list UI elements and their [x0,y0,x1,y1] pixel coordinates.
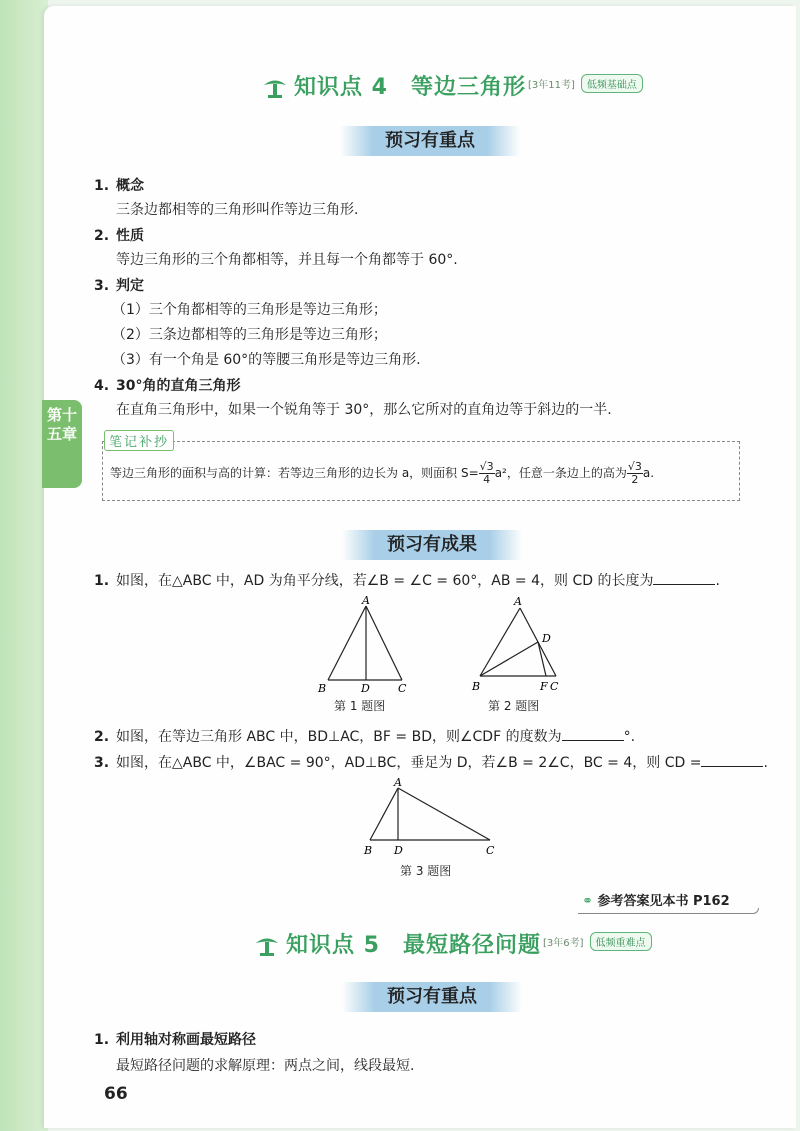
concept-3-line-1: （1）三个角都相等的三角形是等边三角形； [112,302,387,318]
kp5-heading [254,928,652,962]
concept-4-heading: 4. 30°角的直角三角形 [94,378,241,394]
note-label: 笔记补抄 [104,430,174,451]
concept-3-line-3: （3）有一个角是 60°的等腰三角形是等边三角形. [112,352,421,368]
fig2-label-B: B [472,680,481,693]
fig2-label-A: A [514,595,522,608]
section-preview-key: 预习有重点 [340,126,520,156]
fig1-label-C: C [398,682,407,695]
section-preview-key-2: 预习有重点 [342,982,522,1012]
chapter-tab[interactable]: 第十五章 [42,400,82,488]
figure-3-caption: 第 3 题图 [400,864,452,878]
fig2-label-D: D [542,632,551,645]
section-preview-result: 预习有成果 [342,530,522,560]
kp5-badge: 低频重难点 [590,932,652,951]
kp5-frequency: [3年6考] [542,937,584,949]
figure-2-caption: 第 2 题图 [488,699,540,713]
answer-ref-underline [578,908,759,914]
fig1-label-B: B [318,682,327,695]
answer-blank-2[interactable] [562,726,624,741]
kp4-frequency: [3年11考] [527,79,575,91]
left-margin-band [0,0,48,1131]
figure-3 [356,774,506,860]
concept-3-heading: 3. 判定 [94,278,144,294]
concept-2-text: 等边三角形的三个角都相等，并且每一个角都等于 60°. [116,252,458,268]
concept-1-heading: 1. 概念 [94,178,144,194]
problem-1: 1. 如图，在△ABC 中，AD 为角平分线，若∠B = ∠C = 60°，AB = 4，则 CD 的长度为 . [94,570,720,591]
kp5-item-1-text: 最短路径问题的求解原理：两点之间，线段最短. [116,1058,415,1074]
problem-2: 2. 如图，在等边三角形 ABC 中，BD⊥AC，BF = BD，则∠CDF 的度数为 °. [94,726,635,747]
answer-reference[interactable]: ⚭ 参考答案见本书 P162 [582,894,730,909]
fig1-label-D: D [361,682,370,695]
kp4-heading [262,70,643,104]
fig3-label-B: B [364,844,373,857]
kp4-badge: 低频基础点 [581,74,643,93]
fig3-label-C: C [486,844,495,857]
concept-2-heading: 2. 性质 [94,228,144,244]
fig1-label-A: A [362,594,370,607]
page-number: 66 [104,1084,128,1104]
note-text: 等边三角形的面积与高的计算：若等边三角形的边长为 a，则面积 S= $\frac{√3}{4}$ a²，任意一条边上的高为 $\frac{√3}{2}$ a. [110,460,655,486]
fig2-label-C: C [550,680,559,693]
fig2-label-F: F [540,680,548,693]
figure-2 [466,592,576,698]
concept-3-line-2: （2）三条边都相等的三角形是等边三角形； [112,327,387,343]
tree-icon [262,76,288,104]
fraction-sqrt3-over-2: $\frac{√3}{2}$ [627,460,642,486]
concept-1-text: 三条边都相等的三角形叫作等边三角形. [116,202,359,218]
answer-blank-3[interactable] [701,752,763,767]
link-icon: ⚭ [582,894,593,909]
tree-icon [254,934,280,962]
concept-4-text: 在直角三角形中，如果一个锐角等于 30°，那么它所对的直角边等于斜边的一半. [116,402,612,418]
kp5-list [94,1030,414,1076]
figure-1-caption: 第 1 题图 [334,699,386,713]
concept-list [94,176,612,420]
answer-blank-1[interactable] [653,570,715,585]
fig3-label-D: D [394,844,403,857]
figure-1 [310,592,420,698]
fig3-label-A: A [394,776,402,789]
kp4-title: 知识点 4 等边三角形 [294,75,526,100]
fraction-sqrt3-over-4: $\frac{√3}{4}$ [479,460,494,486]
kp5-title: 知识点 5 最短路径问题 [286,933,541,958]
problem-3: 3. 如图，在△ABC 中，∠BAC = 90°，AD⊥BC，垂足为 D，若∠B = 2∠C，BC = 4，则 CD = . [94,752,768,773]
kp5-item-1-heading: 1. 利用轴对称画最短路径 [94,1032,256,1048]
